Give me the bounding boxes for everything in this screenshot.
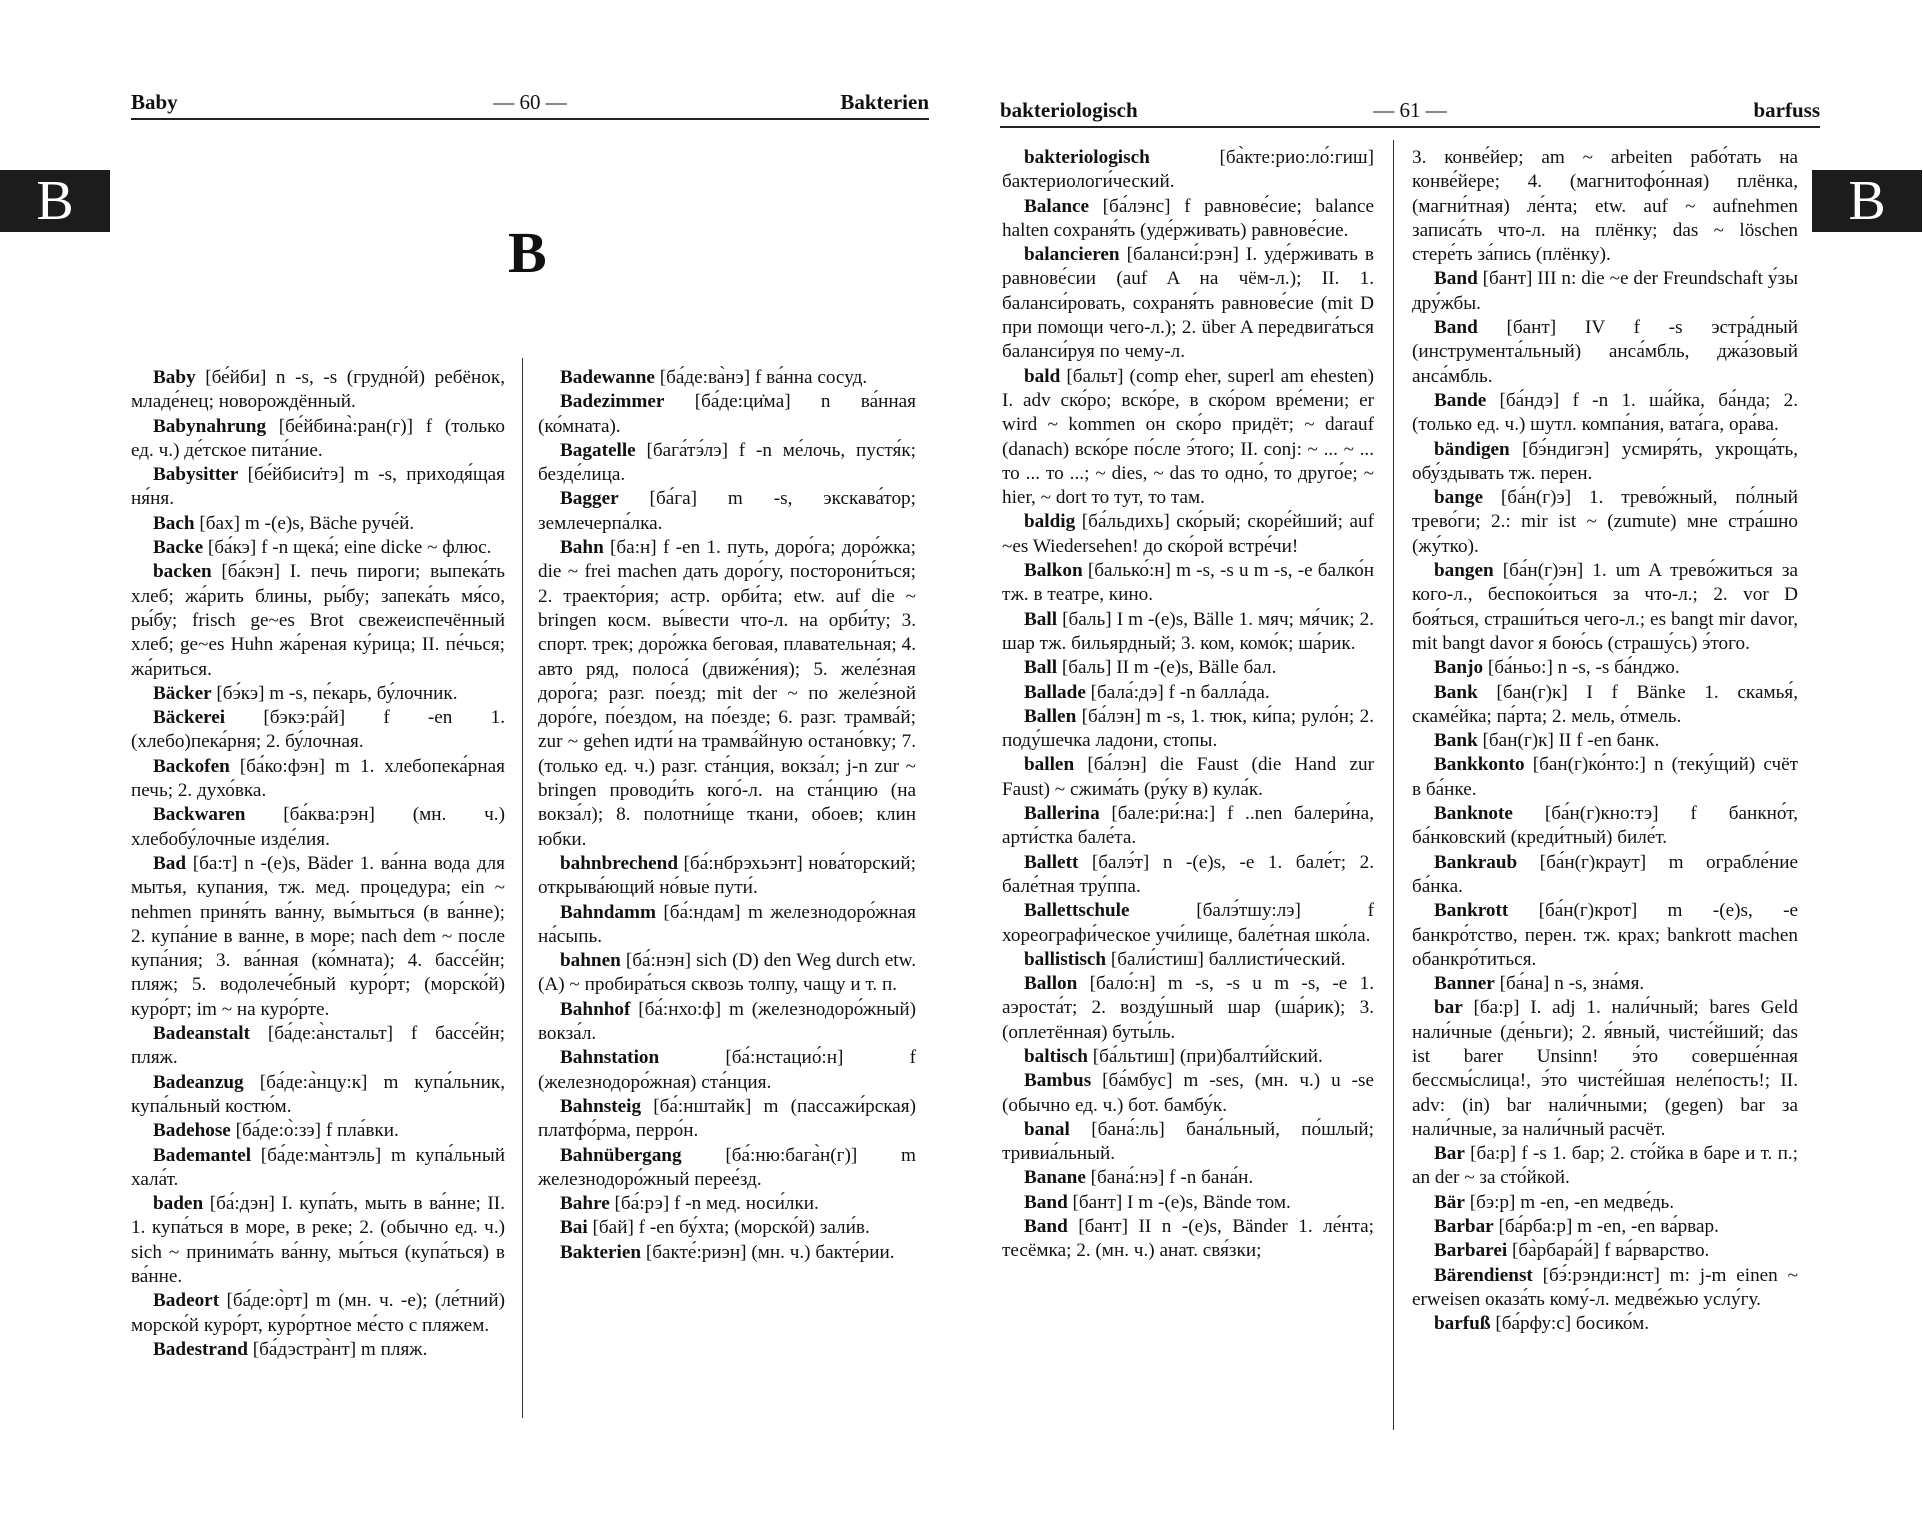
entry-headword: bakteriologisch bbox=[1024, 147, 1150, 168]
entry-definition: [ба́:нхо:ф] m (железнодоро́жный) вокза́л. bbox=[538, 998, 916, 1045]
dictionary-entry bbox=[131, 1071, 505, 1120]
entry-headword: Babynahrung bbox=[153, 415, 267, 437]
dictionary-entry bbox=[131, 803, 505, 852]
entry-definition: [баль] I m -(e)s, Bälle 1. мяч; мя́чик; 2. шар тж. бильярдный; 3. ком, комо́к; ша́рик. bbox=[1002, 608, 1374, 654]
entry-definition: [бали́стиш] баллисти́ческий. bbox=[1106, 948, 1346, 970]
entry-definition: [ба́н(г)крот] m -(e)s, -e банкро́тство, перен. тж. крах; bankrott machen обанкро́титься. bbox=[1412, 900, 1798, 970]
entry-headword: Bank bbox=[1434, 681, 1478, 703]
entry-definition: [ба́ньо:] n -s, -s ба́нджо. bbox=[1483, 657, 1680, 679]
dictionary-entry bbox=[538, 1216, 916, 1240]
entry-headword: Bahnhof bbox=[560, 998, 631, 1020]
dictionary-entry bbox=[1002, 365, 1374, 511]
entry-definition: [ба:р] f -s 1. бар; 2. сто́йка в баре и т. п.; an der ~ за сто́йкой. bbox=[1412, 1143, 1798, 1189]
header-first-word: Baby bbox=[131, 90, 178, 114]
column-divider bbox=[1393, 140, 1394, 1430]
dictionary-entry bbox=[1002, 1069, 1374, 1118]
dictionary-entry bbox=[1412, 1312, 1798, 1336]
dictionary-entry bbox=[1412, 681, 1798, 730]
entry-headword: Bach bbox=[153, 512, 195, 534]
entry-headword: Badestrand bbox=[153, 1338, 248, 1360]
entry-headword: Backofen bbox=[153, 755, 230, 777]
dictionary-entry bbox=[538, 949, 916, 998]
entry-headword: Band bbox=[1434, 317, 1478, 339]
dictionary-entry bbox=[1002, 681, 1374, 705]
page-number: — 61 — bbox=[1373, 98, 1447, 122]
entry-headword: Ballen bbox=[1024, 705, 1077, 727]
entry-headword: Babysitter bbox=[153, 464, 239, 486]
entry-definition: [ба́:нштайк] m (пассажи́рская) платфо́рма, перро́н. bbox=[538, 1095, 916, 1142]
dictionary-entry bbox=[131, 755, 505, 804]
entry-definition: [ба́де:а̀нцу:к] m купа́льник, купа́льный костю́м. bbox=[131, 1071, 505, 1117]
entry-definition: [ба́:нбрэхьэнт] нова́торский; открыва́ющий но́вые пути́. bbox=[538, 852, 916, 899]
entry-headword: Balance bbox=[1024, 195, 1090, 217]
entry-definition: [ба́рфу:с] босико́м. bbox=[1490, 1313, 1650, 1335]
entry-definition: [бант] IV f -s эстра́дный (инструмента́льный) анса́мбль, джа́зовый анса́мбль. bbox=[1412, 317, 1798, 387]
dictionary-entry bbox=[538, 536, 916, 852]
left-page bbox=[0, 0, 960, 1540]
entry-headword: Balkon bbox=[1024, 560, 1083, 582]
entry-headword: Bär bbox=[1434, 1191, 1465, 1213]
dictionary-entry bbox=[1412, 146, 1798, 267]
entry-headword: Bai bbox=[560, 1217, 588, 1239]
entry-column bbox=[538, 366, 916, 1265]
page-number: — 60 — bbox=[493, 90, 567, 114]
dictionary-entry bbox=[1412, 1264, 1798, 1313]
dictionary-entry bbox=[131, 706, 505, 755]
entry-definition: [ба́льтиш] (при)балти́йский. bbox=[1087, 1045, 1323, 1067]
dictionary-entry bbox=[538, 901, 916, 950]
entry-headword: Ballerina bbox=[1024, 803, 1100, 825]
dictionary-entry bbox=[538, 390, 916, 439]
entry-definition: [бала́:дэ] f -n балла́да. bbox=[1085, 681, 1270, 703]
entry-headword: bahnbrechend bbox=[560, 852, 679, 874]
entry-definition: [ба̀кте:рио:ло́:гиш] бактериологи́ческий. bbox=[1002, 147, 1374, 193]
entry-column bbox=[1412, 146, 1798, 1337]
entry-headword: Banjo bbox=[1434, 657, 1484, 679]
dictionary-entry bbox=[1412, 656, 1798, 680]
entry-definition: [ба́кэ] f -n щека́; eine dicke ~ флюс. bbox=[203, 537, 492, 559]
entry-definition: [бант] III n: die ~e der Freundschaft у́зы дру́жбы. bbox=[1412, 268, 1798, 314]
entry-definition: [ба:н] f -en 1. путь, доро́га; доро́жка; die ~ frei machen дать доро́гу, посторони́ться; 2. траекто́рия; астр. орби́та; etw. auf die ~ bringen косм. вы́вести что-л. на орби́ту; 3. спорт. трек; доро́жка беговая, плавательная; 4. авто ряд, полоса́ (движе́ния); 5. желе́зная доро́га; разг. по́езд; mit der ~ по желе́зной доро́ге, по́ездом, на по́езде; 6. разг. трамва́й; zur ~ gehen идти́ на трамва́йную остано́вку; 7. (только ед. ч.) разг. ста́нция, вокза́л; j-n zur ~ bringen проводи́ть кого́-л. на ста́нцию (на вокза́л); 8. полотни́ще ткани, обоев; клин юбки. bbox=[538, 537, 916, 850]
entry-headword: Band bbox=[1024, 1216, 1068, 1238]
entry-column bbox=[131, 366, 505, 1362]
entry-headword: Bar bbox=[1434, 1143, 1465, 1165]
entry-definition: [бэ́ндигэн] усмиря́ть, укроща́ть, обу́здывать тж. перен. bbox=[1412, 438, 1798, 484]
entry-definition: [бало́:н] m -s, -s u m -s, -e 1. аэроста́т; 2. возду́шный шар (ша́рик); 3. (оплетённая) буты́ль. bbox=[1002, 973, 1374, 1043]
dictionary-entry bbox=[131, 1119, 505, 1143]
entry-headword: Bakterien bbox=[560, 1241, 642, 1263]
entry-headword: Badewanne bbox=[560, 367, 655, 388]
dictionary-entry bbox=[538, 487, 916, 536]
entry-headword: Bande bbox=[1434, 389, 1487, 411]
entry-headword: Bahndamm bbox=[560, 901, 656, 923]
entry-definition: [бальт] (comp eher, superl am ehesten) I. adv ско́ро; вско́ре, в ско́ром вре́мени; er wird ~ kommen он ско́ро придёт; ~ darauf (danach) вско́ре по́сле э́того; II. conj: ~ ... ~ ... то ... то ...; ~ dies, ~ das то одно́, то друго́е; ~ hier, ~ dort то тут, то там. bbox=[1002, 365, 1374, 509]
entry-headword: bald bbox=[1024, 365, 1061, 387]
entry-definition: [бант] II n -(e)s, Bänder 1. ле́нта; тесёмка; 2. (мн. ч.) анат. свя́зки; bbox=[1002, 1216, 1374, 1262]
entry-definition: [ба́де:ци̇мa] n ва́нная (ко́мната). bbox=[538, 391, 916, 437]
dictionary-entry bbox=[1412, 753, 1798, 802]
entry-headword: Bahnübergang bbox=[560, 1144, 682, 1166]
right-page bbox=[962, 0, 1923, 1540]
entry-headword: Bäckerei bbox=[153, 707, 226, 729]
dictionary-entry bbox=[538, 998, 916, 1047]
dictionary-entry bbox=[1002, 559, 1374, 608]
entry-headword: Backe bbox=[153, 537, 204, 559]
dictionary-entry bbox=[131, 463, 505, 512]
entry-headword: Bad bbox=[153, 852, 187, 874]
entry-definition: [ба́лэн] die Faust (die Hand zur Faust) ~ сжима́ть (ру́ку в) кула́к. bbox=[1002, 754, 1374, 800]
entry-definition: [ба́кэн] I. печь пироги; выпека́ть хлеб; жа́рить блины, ры́бу; запека́ть мя́со, ры́бу; frisch ge~es Brot свежеиспечённый хлеб; ge~es Huhn жа́реная ку́рица; II. пе́чься; жа́риться. bbox=[131, 561, 505, 680]
entry-definition: [ба́де:а̀нстальт] f бассе́йн; пляж. bbox=[131, 1023, 505, 1069]
entry-definition: [бан(г)к] II f -en банк. bbox=[1477, 730, 1660, 752]
entry-definition: [ба́н(г)кно:тэ] f банкно́т, ба́нковский (креди́тный) биле́т. bbox=[1412, 803, 1798, 849]
header-last-word: Bakterien bbox=[840, 90, 929, 114]
header-last-word: barfuss bbox=[1753, 98, 1820, 122]
dictionary-entry bbox=[1412, 438, 1798, 487]
dictionary-entry bbox=[1412, 996, 1798, 1142]
dictionary-entry bbox=[131, 560, 505, 681]
entry-headword: bahnen bbox=[560, 950, 621, 972]
dictionary-entry bbox=[131, 1022, 505, 1071]
entry-definition: [ба́де:ва̀нэ] f ва́нна сосуд. bbox=[654, 367, 868, 388]
dictionary-entry bbox=[1412, 972, 1798, 996]
entry-headword: Baby bbox=[153, 367, 196, 388]
entry-definition: [бэ́кэ] m -s, пе́карь, бу́лочник. bbox=[211, 682, 458, 704]
dictionary-entry bbox=[1412, 1215, 1798, 1239]
entry-headword: Band bbox=[1434, 268, 1478, 290]
section-letter: B bbox=[508, 220, 547, 285]
entry-headword: balancieren bbox=[1024, 244, 1120, 266]
entry-headword: Badezimmer bbox=[560, 391, 665, 413]
entry-headword: Backwaren bbox=[153, 804, 246, 826]
entry-definition: [бан(г)к] I f Bänke 1. скамья́, скаме́йка; па́рта; 2. мель, о́тмель. bbox=[1412, 681, 1798, 727]
entry-definition: [балэ́тшу:лэ] f хореографи́ческое учи́лище, бале́тная шко́ла. bbox=[1002, 900, 1374, 946]
dictionary-entry bbox=[1002, 146, 1374, 195]
entry-definition: [бана́:нэ] f -n бана́н. bbox=[1085, 1167, 1254, 1189]
entry-definition: [ба́на] n -s, зна́мя. bbox=[1494, 973, 1645, 995]
column-divider bbox=[522, 358, 523, 1418]
dictionary-entry bbox=[538, 852, 916, 901]
dictionary-entry bbox=[1002, 510, 1374, 559]
entry-headword: Bahre bbox=[560, 1193, 610, 1215]
entry-headword: Bambus bbox=[1024, 1070, 1092, 1092]
dictionary-entry bbox=[1002, 195, 1374, 244]
dictionary-entry bbox=[1002, 1166, 1374, 1190]
entry-definition: [баль] II m -(e)s, Bälle бал. bbox=[1057, 657, 1277, 679]
dictionary-entry bbox=[1412, 729, 1798, 753]
thumb-index-tab: B bbox=[0, 170, 110, 232]
entry-headword: Barbar bbox=[1434, 1216, 1494, 1238]
dictionary-entry bbox=[131, 366, 505, 415]
entry-definition: [ба́лэн] m -s, 1. тюк, ки́па; руло́н; 2. поду́шечка ладони, стопы. bbox=[1002, 705, 1374, 752]
entry-headword: bangen bbox=[1434, 560, 1494, 582]
dictionary-entry bbox=[1002, 802, 1374, 851]
entry-definition: [бах] m -(e)s, Bäche руче́й. bbox=[194, 512, 415, 534]
running-header-left-page bbox=[131, 88, 929, 120]
entry-definition: [балэ́т] n -(e)s, -e 1. бале́т; 2. бале́тная тру́ппа. bbox=[1002, 851, 1374, 897]
dictionary-entry bbox=[538, 1144, 916, 1193]
entry-headword: Bankkonto bbox=[1434, 754, 1525, 776]
dictionary-entry bbox=[1412, 316, 1798, 389]
entry-headword: barfuß bbox=[1434, 1313, 1491, 1335]
entry-definition: [ба́н(г)краут] m ограбле́ние ба́нка. bbox=[1412, 851, 1798, 897]
entry-definition: [ба:р] I. adj 1. нали́чный; bares Geld нали́чные (де́ньги); 2. я́вный, чисте́йший; das ist barer Unsinn! э́то соверше́нная бессмы́слица!, э́то чисте́йшая неле́пость!; II. adv: (in) bar нали́чными; (gegen) bar за нали́чные, за нали́чный расчёт. bbox=[1412, 997, 1798, 1140]
dictionary-entry bbox=[131, 682, 505, 706]
dictionary-entry bbox=[1412, 899, 1798, 972]
dictionary-entry bbox=[1412, 851, 1798, 900]
dictionary-entry bbox=[131, 852, 505, 1022]
dictionary-entry bbox=[1002, 899, 1374, 948]
dictionary-entry bbox=[538, 439, 916, 488]
entry-headword: Badeort bbox=[153, 1290, 220, 1312]
entry-definition: [бе́йбина̀:ран(г)] f (только ед. ч.) де́тское пита́ние. bbox=[131, 415, 505, 461]
entry-definition: [ба́:дэн] I. купа́ть, мыть в ва́нне; II. 1. купа́ться в море, в реке; 2. (обычно ед. ч.) sich ~ принима́ть ва́нну, мы́ться (купа́ться) в ва́нне. bbox=[131, 1193, 505, 1287]
entry-definition: [ба́льдихь] ско́рый; скоре́йший; auf ~es Wiedersehen! до ско́рой встре́чи! bbox=[1002, 511, 1374, 557]
entry-definition: [бана́:ль] бана́льный, по́шлый; тривиа́льный. bbox=[1002, 1118, 1374, 1165]
dictionary-entry bbox=[1002, 608, 1374, 657]
thumb-index-tab: B bbox=[1812, 170, 1922, 232]
entry-definition: [балько́:н] m -s, -s u m -s, -e балко́н тж. в театре, кино. bbox=[1002, 560, 1374, 606]
entry-headword: Bahnsteig bbox=[560, 1095, 642, 1117]
dictionary-entry bbox=[1002, 1215, 1374, 1264]
entry-headword: Badeanstalt bbox=[153, 1023, 251, 1045]
dictionary-entry bbox=[1412, 559, 1798, 656]
entry-headword: Bankrott bbox=[1434, 900, 1509, 922]
entry-headword: ballen bbox=[1024, 754, 1075, 776]
entry-headword: Bankraub bbox=[1434, 851, 1518, 873]
entry-headword: Badeanzug bbox=[153, 1071, 244, 1093]
dictionary-entry bbox=[1412, 486, 1798, 559]
entry-definition: [бакте́:риэн] (мн. ч.) бакте́рии. bbox=[641, 1241, 895, 1263]
entry-definition: [бант] I m -(e)s, Bände том. bbox=[1067, 1191, 1291, 1213]
dictionary-entry bbox=[1412, 267, 1798, 316]
dictionary-entry bbox=[1002, 851, 1374, 900]
entry-headword: Bäcker bbox=[153, 682, 212, 704]
entry-definition: [ба:т] n -(e)s, Bäder 1. ва́нна вода для мытья, купания, тж. мед. процедура; ein ~ nehmen приня́ть ва́нну, вы́мыться (в ва́нне); 2. купа́ние в ванне, в море; nach dem ~ после купа́ния; 3. ва́нная (ко́мната); 4. бассе́йн; пляж; 5. водолече́бный куро́рт; (морско́й) куро́рт; im ~ на куро́рте. bbox=[131, 852, 505, 1020]
entry-headword: Bagatelle bbox=[560, 439, 636, 461]
entry-definition: [ба́:рэ] f -n мед. носи́лки. bbox=[609, 1193, 819, 1215]
dictionary-entry bbox=[131, 1289, 505, 1338]
entry-definition: [ба́де:о̀:зэ] f пла́вки. bbox=[230, 1120, 399, 1142]
dictionary-entry bbox=[538, 1046, 916, 1095]
entry-definition: [ба́:нстацио́:н] f (железнодоро́жная) ста́нция. bbox=[538, 1047, 916, 1093]
entry-definition: [бе́йби] n -s, -s (грудно́й) ребёнок, младе́нец; новорождённый. bbox=[131, 367, 505, 413]
entry-headword: Bademantel bbox=[153, 1144, 252, 1166]
entry-headword: Badehose bbox=[153, 1120, 231, 1142]
entry-definition: 3. конве́йер; am ~ arbeiten рабо́тать на конве́йере; 4. (магнитофо́нная) плёнка, (магни́тная) ле́нта; etw. auf ~ aufnehmen записа́ть что-л. на плёнку; das ~ löschen стере́ть за́пись (плёнку). bbox=[1412, 147, 1798, 266]
dictionary-entry bbox=[1002, 1118, 1374, 1167]
dictionary-entry bbox=[1002, 705, 1374, 754]
entry-definition: [ба́ква:рэн] (мн. ч.) хлебобу́лочные изде́лия. bbox=[131, 804, 505, 850]
entry-definition: [ба́н(г)эн] 1. um A трево́житься за кого-л., беспоко́иться за что-л.; 2. vor D боя́ться, страши́ться чего-л.; es bangt mir davor, mit bangt davor я бою́сь (страшу́сь) э́того. bbox=[1412, 560, 1798, 654]
dictionary-entry bbox=[1002, 243, 1374, 364]
dictionary-entry bbox=[538, 1241, 916, 1265]
entry-definition: [бэкэ:ра́й] f -en 1. (хлебо)пека́рня; 2. бу́лочная. bbox=[131, 707, 505, 753]
entry-definition: [ба́н(г)э] 1. трево́жный, по́лный трево́ги; 2.: mir ist ~ (zumute) мне стра́шно (жу́тко). bbox=[1412, 487, 1798, 557]
entry-definition: [ба́мбус] m -ses, (мн. ч.) u -se (обычно ед. ч.) бот. бамбу́к. bbox=[1002, 1070, 1374, 1116]
dictionary-entry bbox=[1412, 1142, 1798, 1191]
entry-definition: [ба́лэнс] f равнове́сие; balance halten сохраня́ть (уде́рживать) равнове́сие. bbox=[1002, 195, 1374, 241]
entry-headword: Ballade bbox=[1024, 681, 1086, 703]
entry-headword: baldig bbox=[1024, 511, 1076, 533]
entry-headword: Bagger bbox=[560, 488, 619, 510]
entry-headword: Ballettschule bbox=[1024, 900, 1130, 922]
entry-headword: Barbarei bbox=[1434, 1240, 1508, 1262]
entry-column bbox=[1002, 146, 1374, 1264]
entry-definition: [ба́:нэн] sich (D) den Weg durch etw. (A) ~ пробира́ться сквозь толпу, чащу и т. п. bbox=[538, 950, 916, 996]
entry-headword: banal bbox=[1024, 1118, 1070, 1140]
entry-headword: bange bbox=[1434, 487, 1484, 509]
entry-definition: [бе́йбиси̇тэ] m -s, приходя́щая ня́ня. bbox=[131, 464, 505, 510]
entry-headword: Ball bbox=[1024, 608, 1058, 630]
entry-definition: [бале:ри́:на:] f ..nen балери́на, арти́стка бале́та. bbox=[1002, 803, 1374, 849]
entry-definition: [бэ́:рэнди:нст] m: j-m einen ~ erweisen оказа́ть кому́-л. медве́жью услу́гу. bbox=[1412, 1264, 1798, 1310]
dictionary-entry bbox=[538, 1192, 916, 1216]
entry-headword: Ballon bbox=[1024, 973, 1078, 995]
entry-headword: Bahnstation bbox=[560, 1047, 660, 1069]
dictionary-entry bbox=[1412, 802, 1798, 851]
dictionary-entry bbox=[538, 366, 916, 390]
entry-definition: [баланси́:рэн] I. уде́рживать в равнове́сии (auf A на чём-л.); II. 1. баланси́ровать, сохраня́ть равнове́сие (mit D при помощи чего-л.); 2. über A передвига́ться баланси́руя по чему-л. bbox=[1002, 244, 1374, 363]
entry-definition: [ба́де:о̀рт] m (мн. ч. -e); (ле́тний) морско́й куро́рт, куро́ртное ме́сто с пляжем. bbox=[131, 1290, 505, 1336]
dictionary-entry bbox=[131, 1338, 505, 1362]
dictionary-entry bbox=[538, 1095, 916, 1144]
entry-definition: [ба́рба:р] m -en, -en ва́рвар. bbox=[1493, 1216, 1719, 1238]
dictionary-entry bbox=[131, 512, 505, 536]
entry-headword: Bärendienst bbox=[1434, 1264, 1533, 1286]
dictionary-entry bbox=[1412, 389, 1798, 438]
entry-headword: Bahn bbox=[560, 537, 604, 559]
dictionary-entry bbox=[1412, 1191, 1798, 1215]
entry-headword: bar bbox=[1434, 997, 1463, 1019]
entry-definition: [бага́тэ́лэ] f -n ме́лочь, пустя́к; безде́лица. bbox=[538, 439, 916, 486]
dictionary-entry bbox=[1002, 972, 1374, 1045]
entry-definition: [ба́:ндам] m железнодоро́жная на́сыпь. bbox=[538, 901, 916, 947]
dictionary-entry bbox=[1002, 753, 1374, 802]
entry-headword: baltisch bbox=[1024, 1045, 1088, 1067]
entry-headword: ballistisch bbox=[1024, 948, 1107, 970]
entry-definition: [бай] f -en бу́хта; (морско́й) зали́в. bbox=[587, 1217, 870, 1239]
entry-definition: [ба́га] m -s, экскава́тор; землечерпа́лка. bbox=[538, 488, 916, 534]
entry-headword: Ball bbox=[1024, 657, 1058, 679]
entry-definition: [ба́ндэ] f -n 1. ша́йка, ба́нда; 2. (только ед. ч.) шутл. компа́ния, вата́га, ора́ва. bbox=[1412, 389, 1798, 436]
entry-definition: [бан(г)ко́нто:] n (теку́щий) счёт в ба́нке. bbox=[1412, 754, 1798, 800]
entry-headword: Banknote bbox=[1434, 803, 1513, 825]
header-first-word: bakteriologisch bbox=[1000, 98, 1138, 122]
entry-headword: Band bbox=[1024, 1191, 1068, 1213]
dictionary-entry bbox=[131, 415, 505, 464]
dictionary-entry bbox=[131, 536, 505, 560]
dictionary-entry bbox=[1002, 948, 1374, 972]
dictionary-entry bbox=[1002, 656, 1374, 680]
entry-definition: [ба́де:ма̀нтэль] m купа́льный хала́т. bbox=[131, 1144, 505, 1190]
entry-headword: backen bbox=[153, 561, 212, 583]
running-header-right-page bbox=[1000, 96, 1820, 128]
entry-headword: Banane bbox=[1024, 1167, 1086, 1189]
dictionary-entry bbox=[1412, 1239, 1798, 1263]
entry-definition: [бэ:р] m -en, -en медве́дь. bbox=[1464, 1191, 1675, 1213]
entry-definition: [ба́:ню:бага̀н(г)] m железнодоро́жный перее́зд. bbox=[538, 1144, 916, 1190]
dictionary-entry bbox=[131, 1144, 505, 1193]
entry-headword: Banner bbox=[1434, 973, 1495, 995]
dictionary-entry bbox=[1002, 1191, 1374, 1215]
dictionary-entry bbox=[131, 1192, 505, 1289]
entry-headword: baden bbox=[153, 1193, 204, 1215]
entry-definition: [ба́дэстра̀нт] m пляж. bbox=[247, 1338, 428, 1360]
entry-headword: Ballett bbox=[1024, 851, 1079, 873]
dictionary-entry bbox=[1002, 1045, 1374, 1069]
entry-definition: [ба̀рбара́й] f ва́рварство. bbox=[1507, 1240, 1710, 1262]
entry-headword: bändigen bbox=[1434, 438, 1510, 460]
entry-headword: Bank bbox=[1434, 730, 1478, 752]
entry-definition: [ба́ко:фэн] m 1. хлебопека́рная печь; 2. духо́вка. bbox=[131, 755, 505, 802]
